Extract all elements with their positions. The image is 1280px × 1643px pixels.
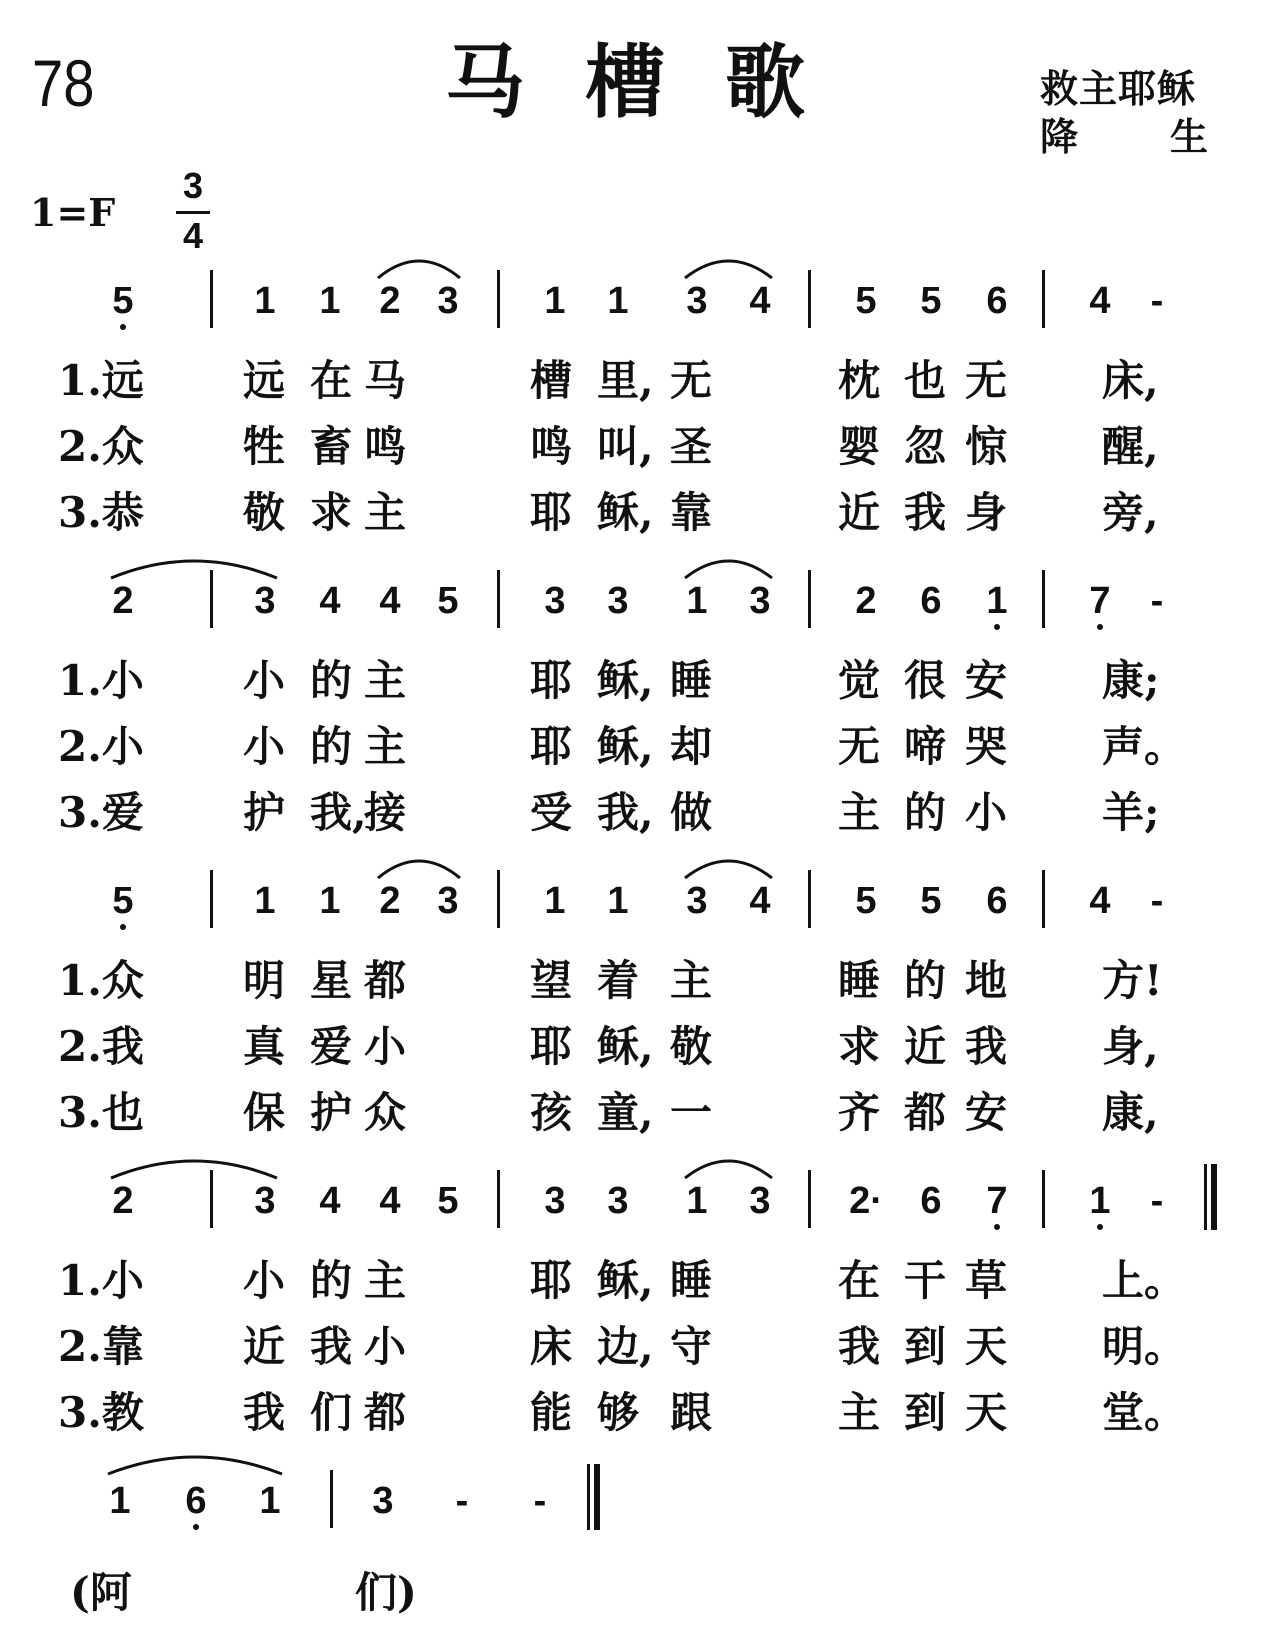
lyric-syllable: 鸣 bbox=[364, 422, 407, 471]
lyric-syllable: 爱 bbox=[310, 1022, 353, 1071]
note: 4 bbox=[319, 1180, 341, 1222]
lyric-syllable: 明 bbox=[243, 956, 286, 1005]
slur-arc bbox=[682, 552, 775, 582]
lyric-syllable: 的 bbox=[310, 722, 353, 771]
lyric-syllable: 的 bbox=[904, 788, 947, 837]
lyric-syllable: 在 bbox=[838, 1256, 881, 1305]
barline bbox=[497, 1170, 500, 1228]
slur-arc bbox=[682, 1152, 775, 1182]
time-signature-bottom: 4 bbox=[182, 215, 204, 256]
note: 2 bbox=[112, 1180, 134, 1222]
lyric-syllable: 接 bbox=[364, 788, 407, 837]
lyric-syllable: 枕 bbox=[838, 356, 881, 405]
lyric-syllable: 主 bbox=[364, 722, 407, 771]
note: 5 bbox=[920, 880, 942, 922]
note: 1 bbox=[986, 580, 1008, 622]
octave-dot-below bbox=[120, 324, 126, 330]
lyric-syllable: 天 bbox=[965, 1322, 1008, 1371]
lyric-syllable: 耶 bbox=[530, 1256, 573, 1305]
note: 2 bbox=[855, 580, 877, 622]
lyric-syllable: 小 bbox=[243, 656, 286, 705]
lyric-syllable: 草 bbox=[965, 1256, 1008, 1305]
lyric-syllable: 敬 bbox=[243, 488, 286, 537]
lyric-syllable: 槽 bbox=[530, 356, 573, 405]
lyric-syllable: 睡 bbox=[670, 656, 713, 705]
lyric-syllable: 鸣 bbox=[530, 422, 573, 471]
lyric-syllable: 婴 bbox=[838, 422, 881, 471]
note: 3 bbox=[254, 580, 276, 622]
final-barline-thin bbox=[1204, 1164, 1207, 1230]
lyric-syllable: 无 bbox=[965, 356, 1008, 405]
lyric-syllable: 里, bbox=[597, 356, 654, 405]
note: 4 bbox=[319, 580, 341, 622]
note: 6 bbox=[920, 580, 942, 622]
lyric-syllable: 无 bbox=[670, 356, 713, 405]
note: 5 bbox=[112, 280, 134, 322]
lyric-syllable: 惊 bbox=[965, 422, 1008, 471]
lyric-syllable: 受 bbox=[530, 788, 573, 837]
note: 5 bbox=[855, 880, 877, 922]
lyric-syllable: 牲 bbox=[243, 422, 286, 471]
barline bbox=[210, 270, 213, 328]
lyric-syllable: 2.我 bbox=[58, 1022, 144, 1071]
lyric-syllable: 1.小 bbox=[58, 1256, 144, 1305]
lyric-syllable: 求 bbox=[838, 1022, 881, 1071]
barline bbox=[808, 270, 811, 328]
lyric-syllable: 我 bbox=[310, 1322, 353, 1371]
barline bbox=[808, 1170, 811, 1228]
lyric-syllable: 望 bbox=[530, 956, 573, 1005]
lyric-syllable: 的 bbox=[310, 1256, 353, 1305]
lyric-syllable: 忽 bbox=[904, 422, 947, 471]
lyric-syllable: 天 bbox=[965, 1388, 1008, 1437]
lyric-syllable: 孩 bbox=[530, 1088, 573, 1137]
slur-arc bbox=[105, 1448, 285, 1478]
note: 1 bbox=[607, 880, 629, 922]
note: 7 bbox=[1089, 580, 1111, 622]
lyric-syllable: 1.远 bbox=[58, 356, 144, 405]
note: 4 bbox=[379, 1180, 401, 1222]
lyric-syllable: 地 bbox=[965, 956, 1008, 1005]
lyric-syllable: 小 bbox=[243, 1256, 286, 1305]
barline bbox=[808, 570, 811, 628]
lyric-syllable: 3.爱 bbox=[58, 788, 144, 837]
lyric-syllable: 康; bbox=[1102, 656, 1160, 705]
slur-arc bbox=[682, 852, 775, 882]
lyric-syllable: 方! bbox=[1102, 956, 1163, 1005]
note: 1 bbox=[319, 280, 341, 322]
note: 5 bbox=[112, 880, 134, 922]
lyric-syllable: 1.众 bbox=[58, 956, 144, 1005]
lyric-syllable: 声。 bbox=[1102, 722, 1187, 771]
barline bbox=[1042, 570, 1045, 628]
lyric-syllable: 明。 bbox=[1102, 1322, 1187, 1371]
lyric-syllable: 都 bbox=[364, 1388, 407, 1437]
time-signature-line bbox=[176, 211, 210, 214]
note: 3 bbox=[749, 1180, 771, 1222]
lyric-syllable: 耶 bbox=[530, 656, 573, 705]
note: 2 bbox=[379, 880, 401, 922]
lyric-syllable: 身, bbox=[1102, 1022, 1159, 1071]
lyric-syllable: 众 bbox=[364, 1088, 407, 1137]
time-signature-top: 3 bbox=[182, 165, 204, 206]
lyric-syllable: 的 bbox=[310, 656, 353, 705]
note: 1 bbox=[686, 580, 708, 622]
lyric-syllable: 小 bbox=[364, 1322, 407, 1371]
lyric-syllable: 哭 bbox=[965, 722, 1008, 771]
barline bbox=[330, 1470, 333, 1528]
lyric-syllable: 小 bbox=[965, 788, 1008, 837]
lyric-syllable: 睡 bbox=[670, 1256, 713, 1305]
lyric-syllable: 床 bbox=[530, 1322, 573, 1371]
note: 2 bbox=[379, 280, 401, 322]
slur-arc bbox=[682, 252, 775, 282]
note: 6 bbox=[920, 1180, 942, 1222]
coda-lyric: (阿 bbox=[70, 1568, 132, 1617]
lyric-syllable: 真 bbox=[243, 1022, 286, 1071]
lyric-syllable: 身 bbox=[965, 488, 1008, 537]
lyric-syllable: 畜 bbox=[310, 422, 353, 471]
note: 4 bbox=[749, 280, 771, 322]
coda-note: 1 bbox=[109, 1480, 131, 1522]
lyric-syllable: 做 bbox=[670, 788, 713, 837]
lyric-syllable: 康, bbox=[1102, 1088, 1159, 1137]
lyric-syllable: 一 bbox=[670, 1088, 713, 1137]
lyric-syllable: 都 bbox=[904, 1088, 947, 1137]
lyric-syllable: 我, bbox=[597, 788, 654, 837]
barline bbox=[1042, 870, 1045, 928]
subtitle-char: 生 bbox=[1170, 114, 1209, 159]
subtitle-char: 降 bbox=[1040, 114, 1079, 159]
lyric-syllable: 3.也 bbox=[58, 1088, 144, 1137]
note: 3 bbox=[749, 580, 771, 622]
coda-note: 3 bbox=[372, 1480, 394, 1522]
note: 3 bbox=[437, 880, 459, 922]
octave-dot-below bbox=[994, 624, 1000, 630]
note: 6 bbox=[986, 880, 1008, 922]
note: - bbox=[1150, 1180, 1164, 1222]
note: 5 bbox=[437, 580, 459, 622]
lyric-syllable: 跟 bbox=[670, 1388, 713, 1437]
lyric-syllable: 稣, bbox=[597, 1022, 654, 1071]
subtitle-line-1: 救主耶稣 bbox=[1040, 66, 1197, 111]
note: 3 bbox=[686, 280, 708, 322]
note: 4 bbox=[1089, 280, 1111, 322]
lyric-syllable: 主 bbox=[670, 956, 713, 1005]
note: 5 bbox=[437, 1180, 459, 1222]
barline bbox=[497, 570, 500, 628]
lyric-syllable: 的 bbox=[904, 956, 947, 1005]
hymn-number: 78 bbox=[32, 46, 95, 120]
lyric-syllable: 无 bbox=[838, 722, 881, 771]
lyric-syllable: 叫, bbox=[597, 422, 654, 471]
note: 3 bbox=[544, 1180, 566, 1222]
lyric-syllable: 我 bbox=[838, 1322, 881, 1371]
barline bbox=[497, 270, 500, 328]
lyric-syllable: 保 bbox=[243, 1088, 286, 1137]
lyric-syllable: 童, bbox=[597, 1088, 654, 1137]
barline bbox=[1042, 1170, 1045, 1228]
lyric-syllable: 稣, bbox=[597, 1256, 654, 1305]
barline bbox=[1042, 270, 1045, 328]
lyric-syllable: 求 bbox=[310, 488, 353, 537]
lyric-syllable: 马 bbox=[364, 356, 407, 405]
lyric-syllable: 1.小 bbox=[58, 656, 144, 705]
lyric-syllable: 圣 bbox=[670, 422, 713, 471]
coda-note: 6 bbox=[185, 1480, 207, 1522]
lyric-syllable: 护 bbox=[310, 1088, 353, 1137]
final-barline-thin bbox=[587, 1464, 590, 1530]
lyric-syllable: 2.小 bbox=[58, 722, 144, 771]
lyric-syllable: 到 bbox=[904, 1388, 947, 1437]
song-title: 马槽歌 bbox=[445, 35, 865, 129]
lyric-syllable: 们 bbox=[310, 1388, 353, 1437]
note: 5 bbox=[920, 280, 942, 322]
note: 1 bbox=[686, 1180, 708, 1222]
octave-dot-below bbox=[994, 1224, 1000, 1230]
coda-note: 1 bbox=[259, 1480, 281, 1522]
barline bbox=[808, 870, 811, 928]
lyric-syllable: 主 bbox=[364, 488, 407, 537]
lyric-syllable: 近 bbox=[904, 1022, 947, 1071]
lyric-syllable: 稣, bbox=[597, 656, 654, 705]
slur-arc bbox=[108, 552, 280, 582]
note: 4 bbox=[379, 580, 401, 622]
lyric-syllable: 护 bbox=[243, 788, 286, 837]
note: - bbox=[1150, 880, 1164, 922]
lyric-syllable: 守 bbox=[670, 1322, 713, 1371]
slur-arc bbox=[375, 252, 463, 282]
barline bbox=[210, 870, 213, 928]
lyric-syllable: 小 bbox=[364, 1022, 407, 1071]
lyric-syllable: 我 bbox=[965, 1022, 1008, 1071]
lyric-syllable: 我 bbox=[904, 488, 947, 537]
lyric-syllable: 2.众 bbox=[58, 422, 144, 471]
lyric-syllable: 齐 bbox=[838, 1088, 881, 1137]
note: 1 bbox=[544, 280, 566, 322]
lyric-syllable: 能 bbox=[530, 1388, 573, 1437]
lyric-syllable: 远 bbox=[243, 356, 286, 405]
final-barline-thick bbox=[594, 1464, 600, 1530]
note: 1 bbox=[544, 880, 566, 922]
note: 1 bbox=[254, 880, 276, 922]
lyric-syllable: 够 bbox=[597, 1388, 640, 1437]
coda-lyric: 们) bbox=[355, 1568, 417, 1617]
lyric-syllable: 主 bbox=[838, 788, 881, 837]
lyric-syllable: 稣, bbox=[597, 488, 654, 537]
octave-dot-below bbox=[193, 1524, 199, 1530]
lyric-syllable: 上。 bbox=[1102, 1256, 1187, 1305]
lyric-syllable: 近 bbox=[838, 488, 881, 537]
note: - bbox=[1150, 580, 1164, 622]
lyric-syllable: 靠 bbox=[670, 488, 713, 537]
slur-arc bbox=[108, 1152, 280, 1182]
lyric-syllable: 耶 bbox=[530, 488, 573, 537]
note: 1 bbox=[254, 280, 276, 322]
coda-note: - bbox=[455, 1480, 469, 1522]
note: 6 bbox=[986, 280, 1008, 322]
lyric-syllable: 我, bbox=[310, 788, 367, 837]
note: 1 bbox=[319, 880, 341, 922]
note: 2 bbox=[112, 580, 134, 622]
note: - bbox=[1150, 280, 1164, 322]
lyric-syllable: 小 bbox=[243, 722, 286, 771]
lyric-syllable: 干 bbox=[904, 1256, 947, 1305]
lyric-syllable: 3.教 bbox=[58, 1388, 144, 1437]
lyric-syllable: 边, bbox=[597, 1322, 654, 1371]
lyric-syllable: 很 bbox=[904, 656, 947, 705]
lyric-syllable: 都 bbox=[364, 956, 407, 1005]
lyric-syllable: 堂。 bbox=[1102, 1388, 1187, 1437]
note: 3 bbox=[437, 280, 459, 322]
lyric-syllable: 着 bbox=[597, 956, 640, 1005]
octave-dot-below bbox=[1097, 624, 1103, 630]
final-barline-thick bbox=[1211, 1164, 1217, 1230]
lyric-syllable: 在 bbox=[310, 356, 353, 405]
coda-note: - bbox=[533, 1480, 547, 1522]
lyric-syllable: 安 bbox=[965, 656, 1008, 705]
lyric-syllable: 醒, bbox=[1102, 422, 1159, 471]
note: 4 bbox=[1089, 880, 1111, 922]
lyric-syllable: 睡 bbox=[838, 956, 881, 1005]
note: 3 bbox=[686, 880, 708, 922]
note: 2· bbox=[849, 1180, 883, 1222]
lyric-syllable: 到 bbox=[904, 1322, 947, 1371]
slur-arc bbox=[375, 852, 463, 882]
note: 3 bbox=[544, 580, 566, 622]
key-signature: 1=F bbox=[30, 190, 116, 235]
lyric-syllable: 却 bbox=[670, 722, 713, 771]
octave-dot-below bbox=[120, 924, 126, 930]
note: 3 bbox=[607, 1180, 629, 1222]
note: 3 bbox=[607, 580, 629, 622]
lyric-syllable: 主 bbox=[364, 656, 407, 705]
barline bbox=[497, 870, 500, 928]
lyric-syllable: 敬 bbox=[670, 1022, 713, 1071]
note: 7 bbox=[986, 1180, 1008, 1222]
lyric-syllable: 羊; bbox=[1102, 788, 1160, 837]
lyric-syllable: 主 bbox=[838, 1388, 881, 1437]
note: 3 bbox=[254, 1180, 276, 1222]
note: 1 bbox=[607, 280, 629, 322]
lyric-syllable: 觉 bbox=[838, 656, 881, 705]
lyric-syllable: 也 bbox=[904, 356, 947, 405]
lyric-syllable: 主 bbox=[364, 1256, 407, 1305]
lyric-syllable: 星 bbox=[310, 956, 353, 1005]
lyric-syllable: 2.靠 bbox=[58, 1322, 144, 1371]
note: 5 bbox=[855, 280, 877, 322]
lyric-syllable: 床, bbox=[1102, 356, 1159, 405]
note: 1 bbox=[1089, 1180, 1111, 1222]
lyric-syllable: 耶 bbox=[530, 722, 573, 771]
lyric-syllable: 我 bbox=[243, 1388, 286, 1437]
lyric-syllable: 旁, bbox=[1102, 488, 1159, 537]
lyric-syllable: 耶 bbox=[530, 1022, 573, 1071]
note: 4 bbox=[749, 880, 771, 922]
lyric-syllable: 安 bbox=[965, 1088, 1008, 1137]
lyric-syllable: 稣, bbox=[597, 722, 654, 771]
octave-dot-below bbox=[1097, 1224, 1103, 1230]
lyric-syllable: 啼 bbox=[904, 722, 947, 771]
lyric-syllable: 近 bbox=[243, 1322, 286, 1371]
lyric-syllable: 3.恭 bbox=[58, 488, 144, 537]
